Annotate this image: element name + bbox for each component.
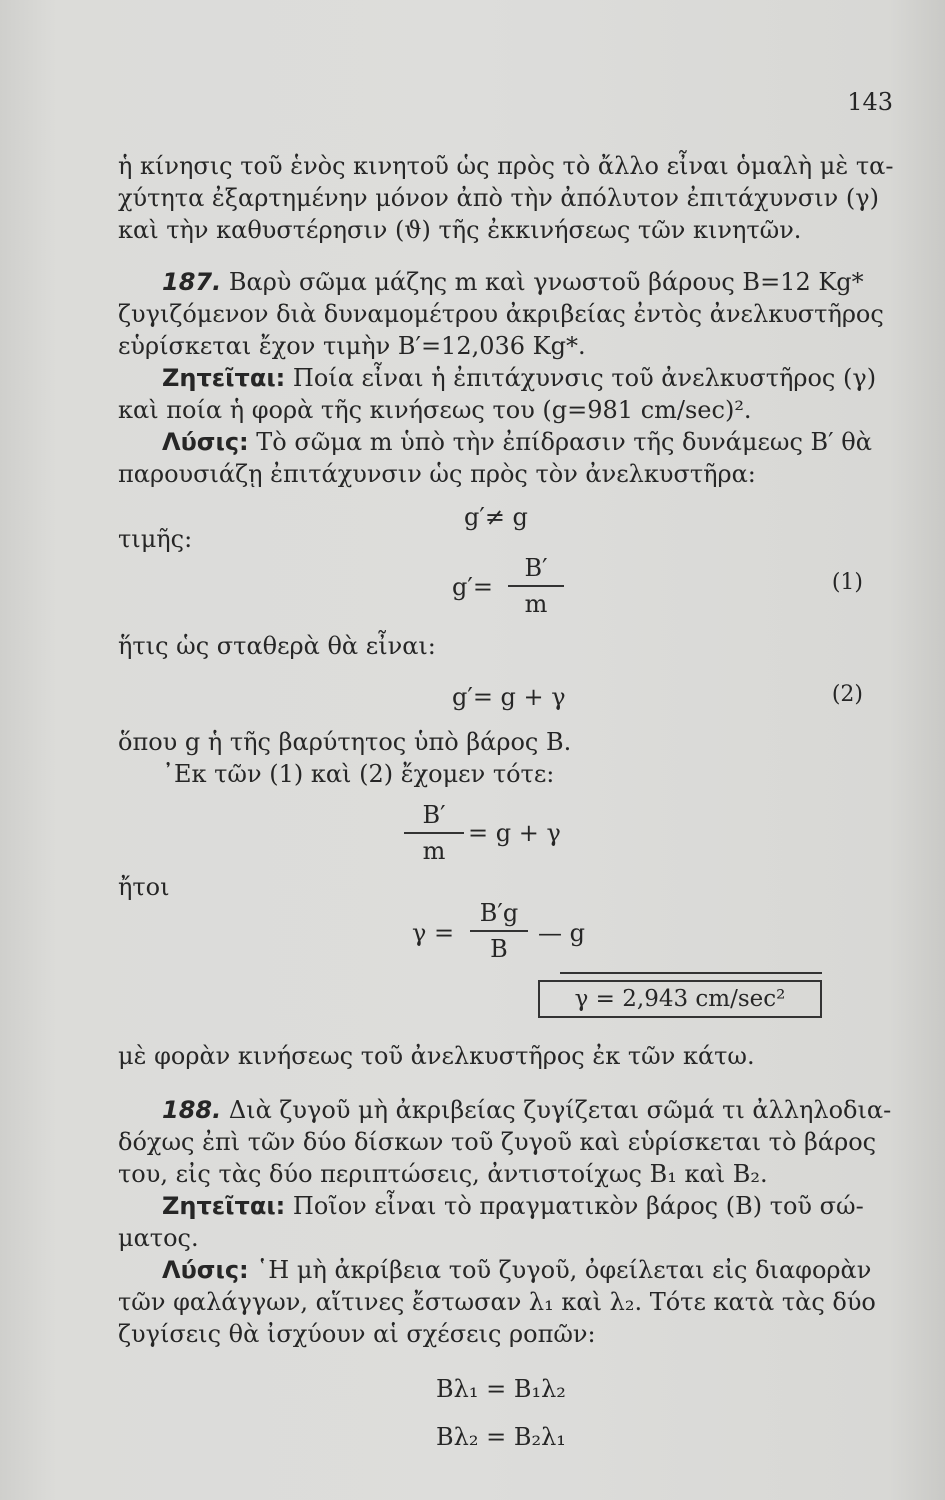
text-line: καὶ τὴν καθυστέρησιν (ϑ) τῆς ἐκκινήσεως τῶν κινητῶν. xyxy=(118,216,802,244)
problem-number: 187. xyxy=(162,268,222,296)
equation-4-fraction xyxy=(470,898,528,964)
text-line: τῶν φαλάγγων, αἵτινες ἔστωσαν λ₁ καὶ λ₂. Τότε κατὰ τὰς δύο xyxy=(118,1288,876,1316)
fraction-denominator: m xyxy=(422,837,446,865)
fraction-denominator: m xyxy=(524,590,548,618)
text-line: ζυγιζόμενον διὰ δυναμομέτρου ἀκριβείας ἐντὸς ἀνελκυστῆρος xyxy=(118,300,884,328)
page-number: 143 xyxy=(847,88,893,116)
solution-line xyxy=(162,1254,898,1286)
problem-text: Διὰ ζυγοῦ μὴ ἀκριβείας ζυγίζεται σῶμά τι ἀλληλοδια- xyxy=(221,1096,892,1124)
problem-188-line xyxy=(162,1094,898,1126)
text-line: χύτητα ἐξαρτημένην μόνον ἀπὸ τὴν ἀπόλυτον ἐπιτάχυνσιν (γ) xyxy=(118,184,879,212)
fraction-numerator: Β′ xyxy=(422,801,446,829)
fraction-bar xyxy=(508,585,564,587)
text-label: ἤτοι xyxy=(118,873,170,901)
fraction-numerator: Β′g xyxy=(479,899,519,927)
result-box-top-rule xyxy=(560,972,822,974)
asked-keyword: Ζητεῖται: xyxy=(162,1192,286,1220)
problem-number: 188. xyxy=(162,1096,222,1124)
text-line: μὲ φορὰν κινήσεως τοῦ ἀνελκυστῆρος ἐκ τῶν κάτω. xyxy=(118,1042,755,1070)
text-line: ζυγίσεις θὰ ἰσχύουν αἱ σχέσεις ροπῶν: xyxy=(118,1320,596,1348)
problem-text: Βαρὺ σῶμα μάζης m καὶ γνωστοῦ βάρους Β=12 Kg* xyxy=(221,268,864,296)
asked-keyword: Ζητεῖται: xyxy=(162,364,286,392)
text-line: εὑρίσκεται ἔχον τιμὴν Β′=12,036 Kg*. xyxy=(118,332,586,360)
fraction-bar xyxy=(404,832,464,834)
equation-3-rhs: = g + γ xyxy=(468,819,561,847)
asked-line xyxy=(162,1190,898,1222)
text-line: καὶ ποία ἡ φορὰ τῆς κινήσεως του (g=981 cm/sec)². xyxy=(118,396,752,424)
text-line: ἡ κίνησις τοῦ ἑνὸς κινητοῦ ὡς πρὸς τὸ ἄλλο εἶναι ὁμαλὴ μὲ τα- xyxy=(118,152,894,180)
solution-text: Τὸ σῶμα m ὑπὸ τὴν ἐπίδρασιν τῆς δυνάμεως Β′ θὰ xyxy=(248,428,872,456)
text-line: ἥτις ὡς σταθερὰ θὰ εἶναι: xyxy=(118,632,436,660)
asked-text: Ποῖον εἶναι τὸ πραγματικὸν βάρος (Β) τοῦ σώ- xyxy=(285,1192,864,1220)
text-line: ὅπου g ἡ τῆς βαρύτητος ὑπὸ βάρος Β. xyxy=(118,728,572,756)
text-line: παρουσιάζῃ ἐπιτάχυνσιν ὡς πρὸς τὸν ἀνελκυστῆρα: xyxy=(118,460,756,488)
problem-187-line xyxy=(162,266,898,298)
fraction-denominator: Β xyxy=(490,935,508,963)
equation-6: Βλ₂ = Β₂λ₁ xyxy=(436,1423,566,1451)
equation-4-lhs: γ = xyxy=(412,919,455,947)
text-label: τιμῆς: xyxy=(118,525,193,553)
equation-neq: g′≠ g xyxy=(464,503,528,531)
asked-line xyxy=(162,362,898,394)
result-box: γ = 2,943 cm/sec² xyxy=(538,980,822,1018)
equation-3-fraction xyxy=(404,800,464,866)
solution-keyword: Λύσις: xyxy=(162,428,249,456)
text-line: ᾿Εκ τῶν (1) καὶ (2) ἔχομεν τότε: xyxy=(162,760,555,788)
equation-1-tag: (1) xyxy=(831,570,863,595)
equation-1-fraction xyxy=(508,553,564,619)
solution-line xyxy=(162,426,898,458)
text-line: του, εἰς τὰς δύο περιπτώσεις, ἀντιστοίχως Β₁ καὶ Β₂. xyxy=(118,1160,768,1188)
solution-keyword: Λύσις: xyxy=(162,1256,249,1284)
text-line: δόχως ἐπὶ τῶν δύο δίσκων τοῦ ζυγοῦ καὶ εὑρίσκεται τὸ βάρος xyxy=(118,1128,877,1156)
fraction-numerator: Β′ xyxy=(524,554,548,582)
equation-2-tag: (2) xyxy=(831,682,863,707)
equation-5: Βλ₁ = Β₁λ₂ xyxy=(436,1375,566,1403)
equation-2: g′= g + γ xyxy=(452,683,566,711)
text-line: ματος. xyxy=(118,1224,199,1252)
asked-text: Ποία εἶναι ἡ ἐπιτάχυνσις τοῦ ἀνελκυστῆρος (γ) xyxy=(285,364,877,392)
fraction-bar xyxy=(470,930,528,932)
equation-1-lhs: g′= xyxy=(452,573,493,601)
equation-4-rhs: — g xyxy=(538,919,585,947)
solution-text: ῾Η μὴ ἀκρίβεια τοῦ ζυγοῦ, ὀφείλεται εἰς διαφορὰν xyxy=(248,1256,872,1284)
